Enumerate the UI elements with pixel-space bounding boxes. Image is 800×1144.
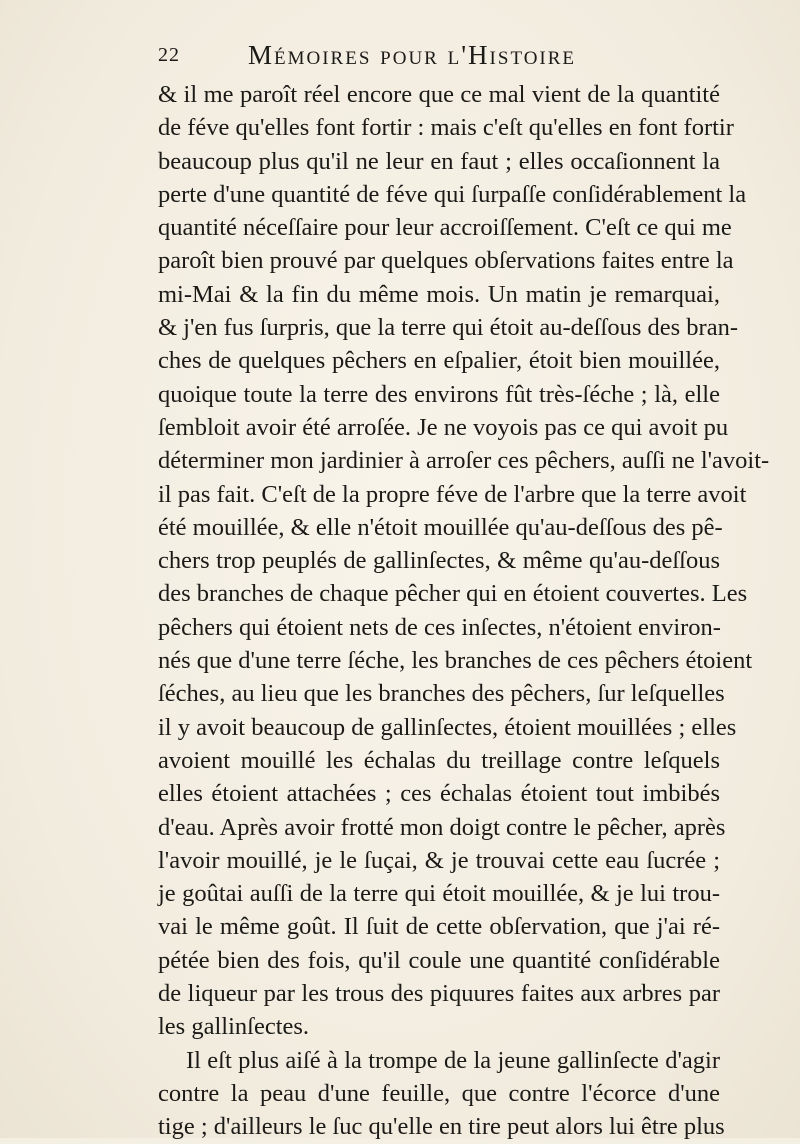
body-text xyxy=(158,78,770,1144)
text-line: de féve qu'elles font fortir : mais c'eſt qu'elles en font fortir xyxy=(158,114,734,142)
text-line: je goûtai auſſi de la terre qui étoit mouillée, & je lui trou- xyxy=(158,880,720,908)
text-line: & j'en fus ſurpris, que la terre qui étoit au-deſſous des bran- xyxy=(158,314,738,342)
text-line: des branches de chaque pêcher qui en étoient couvertes. Les xyxy=(158,580,748,608)
text-line: paroît bien prouvé par quelques obſervations faites entre la xyxy=(158,247,734,275)
text-line: pêchers qui étoient nets de ces inſectes, n'étoient environ- xyxy=(158,613,721,641)
paragraph-end-line: les gallinſectes. xyxy=(158,1013,310,1041)
text-line: pétée bien des fois, qu'il coule une quantité conſidérable xyxy=(158,946,720,974)
text-line: ſéches, au lieu que les branches des pêchers, ſur leſquelles xyxy=(158,680,725,708)
text-line: perte d'une quantité de féve qui ſurpaſſe conſidérablement la xyxy=(158,180,747,208)
text-line: tige ; d'ailleurs le ſuc qu'elle en tire peut alors lui être plus xyxy=(158,1113,725,1141)
text-line: d'eau. Après avoir frotté mon doigt contre le pêcher, après xyxy=(158,813,726,841)
text-line: vai le même goût. Il ſuit de cette obſervation, que j'ai ré- xyxy=(158,913,720,941)
text-line: quoique toute la terre des environs fût très-ſéche ; là, elle xyxy=(158,380,720,408)
text-line: avoient mouillé les échalas du treillage contre leſquels xyxy=(158,746,720,774)
text-line: elles étoient attachées ; ces échalas étoient tout imbibés xyxy=(158,780,720,808)
text-line: beaucoup plus qu'il ne leur en faut ; elles occaſionnent la xyxy=(158,147,720,175)
text-line: contre la peau d'une feuille, que contre l'écorce d'une xyxy=(158,1079,720,1107)
text-line: chers trop peuplés de gallinſectes, & même qu'au-deſſous xyxy=(158,547,720,575)
text-line: mi-Mai & la fin du même mois. Un matin je remarquai, xyxy=(158,280,720,308)
text-line: il pas fait. C'eſt de la propre féve de l'arbre que la terre avoit xyxy=(158,480,747,508)
text-line: ſembloit avoir été arroſée. Je ne voyois pas ce qui avoit pu xyxy=(158,413,729,441)
paragraph-start-line: Il eſt plus aiſé à la trompe de la jeune gallinſecte d'agir xyxy=(186,1046,720,1074)
text-line: il y avoit beaucoup de gallinſectes, étoient mouillées ; elles xyxy=(158,713,737,741)
text-line: été mouillée, & elle n'étoit mouillée qu'au-deſſous des pê- xyxy=(158,513,723,541)
text-line: nés que d'une terre ſéche, les branches de ces pêchers étoient xyxy=(158,647,753,675)
text-line: de liqueur par les trous des piquures faites aux arbres par xyxy=(158,980,720,1008)
text-line: déterminer mon jardinier à arroſer ces pêchers, auſſi ne l'avoit- xyxy=(158,447,770,475)
text-line: quantité néceſſaire pour leur accroiſſement. C'eſt ce qui me xyxy=(158,214,732,242)
text-line: l'avoir mouillé, je le ſuçai, & je trouvai cette eau ſucrée ; xyxy=(158,846,720,874)
text-line: ches de quelques pêchers en eſpalier, étoit bien mouillée, xyxy=(158,347,720,375)
running-title: Mémoires pour l'Histoire xyxy=(248,40,577,70)
page-number: 22 xyxy=(158,44,180,66)
page-header xyxy=(158,40,718,74)
text-line: & il me paroît réel encore que ce mal vient de la quantité xyxy=(158,81,720,108)
